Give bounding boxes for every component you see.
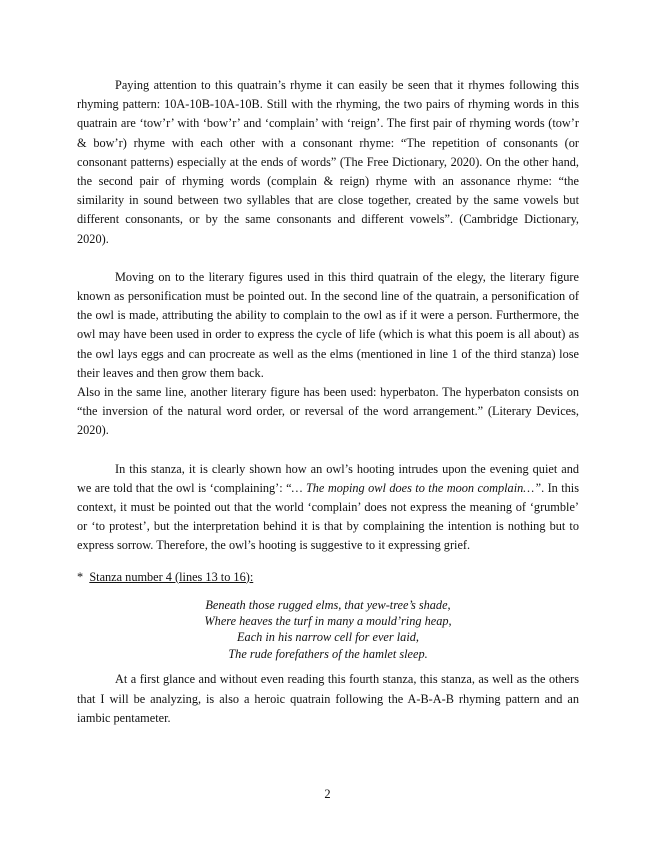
paragraph-hyperbaton: Also in the same line, another literary figure has been used: hyperbaton. The hyperbaton consists on “the inversion of the natural word order, or reversal of the word arrangement.” (Literary Devices, 2020). <box>77 385 579 438</box>
poem-line: Where heaves the turf in many a mould’ring heap, <box>204 614 452 629</box>
paragraph-owl-text-start: In this stanza, it is clearly shown how an owl’s hooting intrudes upon the evening quiet and we are told that the owl is ‘complaining’: “ <box>77 461 579 495</box>
poem-line: Each in his narrow cell for ever laid, <box>237 630 419 645</box>
paragraph-personification: Moving on to the literary figures used in this third quatrain of the elegy, the literary figure known as personification must be pointed out. In the second line of the quatrain, a personification of the owl is made, attributing the ability to complain to the owl as if it were a person. Furthermore, the owl may have been used in order to express the cycle of life (which is what this poem is all about) as the owl lays eggs and can procreate as well as the elms (mentioned in line 1 of the third stanza) lose their leaves and then grow them back. <box>77 269 579 380</box>
stanza-bullet: * <box>77 569 84 584</box>
stanza-heading-label: Stanza number 4 (lines 13 to 16): <box>89 569 254 584</box>
poem-line: The rude forefathers of the hamlet sleep. <box>228 646 428 661</box>
poem-line: Beneath those rugged elms, that yew-tree’s shade, <box>205 597 451 612</box>
paragraph-rhyme-analysis: Paying attention to this quatrain’s rhyme it can easily be seen that it rhymes following this rhyming pattern: 10A-10B-10A-10B. Still with the rhyming, the two pairs of rhyming words in this quatrain are ‘tow’r’ with ‘bow’r’ and ‘complain’ with ‘reign’. The first pair of rhyming words (tow’r & bow’r) rhyme with each other with a consonant rhyme: “The repetition of consonants (or consonant patterns) especially at the ends of words” (The Free Dictionary, 2020). On the other hand, the second pair of rhyming words (complain & reign) rhyme with an assonance rhyme: “the similarity in sound between two syllables that are close together, created by the same vowels but different consonants, or by the same consonants and different vowels”. (Cambridge Dictionary, 2020). <box>77 78 579 246</box>
paragraph-owl-text-end: . In this context, it must be pointed out that the world ‘complain’ does not express the meaning of ‘grumble’ or ‘to protest’, but the interpretation behind it is that by complaining the intention is nothing but to express sorrow. Therefore, the owl’s hooting is suggestive to it expressing grief. <box>77 480 580 553</box>
poem-stanza <box>77 597 579 663</box>
stanza-heading <box>77 568 579 587</box>
page-number: 2 <box>324 787 331 801</box>
page-content <box>77 76 579 728</box>
poem-quotation: … The moping owl does to the moon complain…” <box>291 480 542 495</box>
paragraph-owl-complaint <box>77 460 579 556</box>
paragraph-heroic-quatrain: At a first glance and without even reading this fourth stanza, this stanza, as well as the others that I will be analyzing, is also a heroic quatrain following the A-B-A-B rhyming pattern and an iambic pentameter. <box>77 672 579 725</box>
